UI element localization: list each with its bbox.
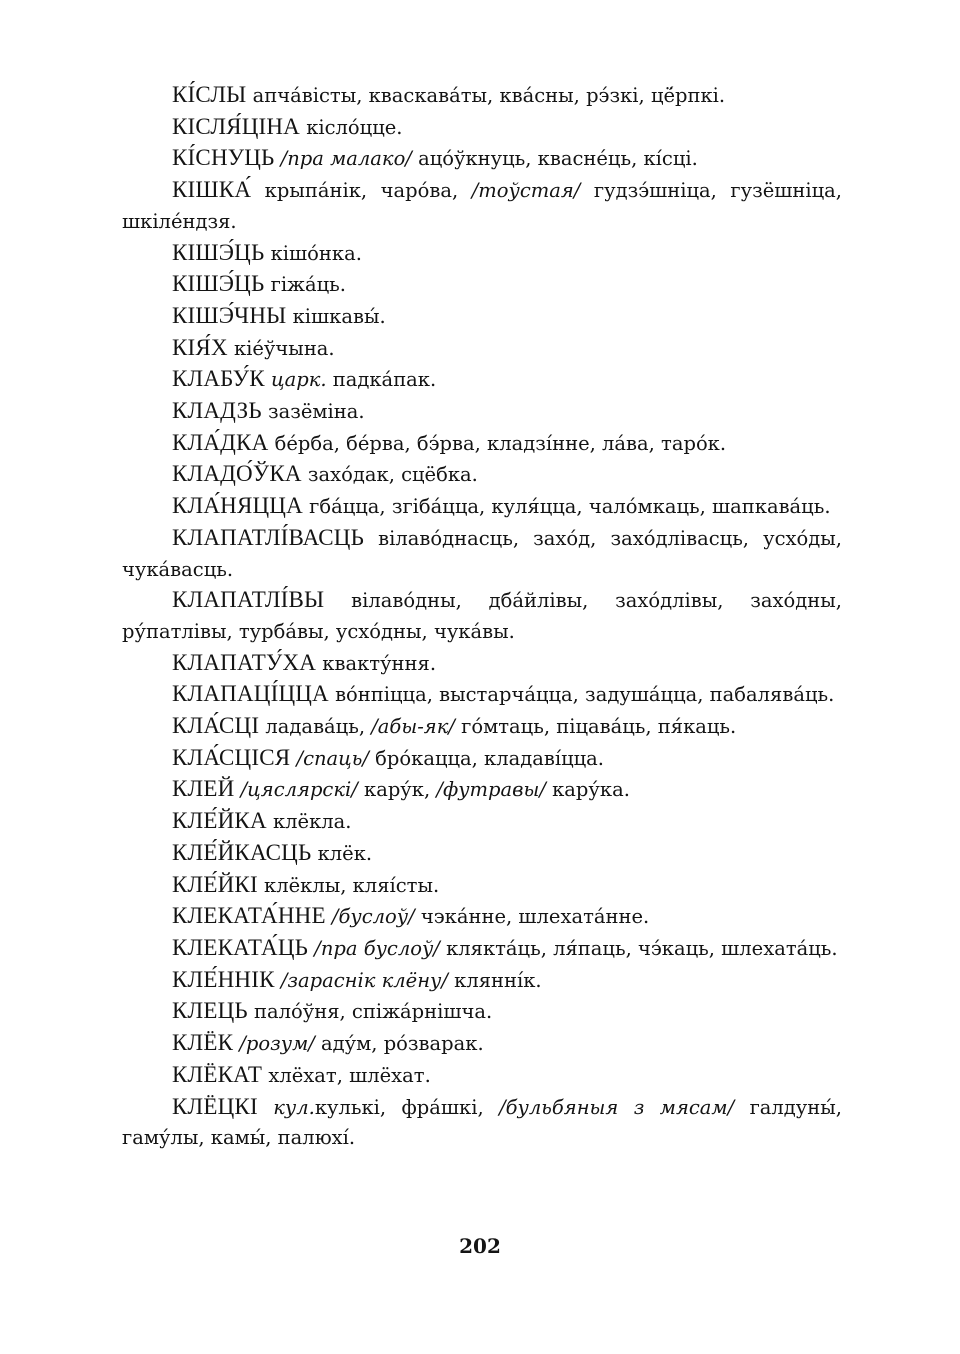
usage-label: /тоўстая/ [471, 179, 581, 203]
headword: КІЯ́Х [172, 334, 228, 360]
synonyms: апча́вісты, кваскава́ты, ква́сны, рэ́зкі, цё́рпкі. [246, 84, 726, 107]
usage-label: /зараснік клёну/ [280, 968, 448, 992]
headword: КЛЕКАТА́ННЕ [172, 903, 326, 929]
synonyms: клякта́ць, ля́паць, чэ́каць, шлехата́ць. [439, 936, 838, 960]
synonyms: крыпа́нік, чаро́ва, [251, 179, 472, 203]
dictionary-entry [122, 965, 842, 997]
headword: КЛЕЙ [172, 776, 235, 802]
synonyms: бро́кацца, кладаві́цца. [368, 746, 604, 770]
headword: КЛАБУ́К [172, 366, 265, 392]
synonyms [258, 1096, 273, 1119]
headword: КІШЭ́ЧНЫ [172, 302, 287, 328]
dictionary-entry [122, 523, 842, 585]
usage-label: /цяслярскі/ [240, 778, 358, 802]
dictionary-entry [122, 238, 842, 270]
dictionary-entry [122, 870, 842, 902]
headword: КЛАПАТЛІ́ВЫ [172, 587, 325, 613]
headword: КЛА́СЦІСЯ [172, 744, 291, 770]
synonyms: вілаво́дны, дба́йлівы, захо́длівы, захо́дны, ру́патлівы, турба́вы, усхо́дны, чука́вы. [122, 589, 842, 643]
synonyms: падка́пак. [326, 368, 437, 392]
dictionary-entry [122, 269, 842, 301]
dictionary-entry [122, 459, 842, 491]
headword: КЛЕ́ЙКА [172, 808, 267, 834]
synonyms: клёкла. [266, 810, 352, 834]
usage-label: /бульбяныя з мясам/ [499, 1095, 735, 1119]
headword: КЛАПАТЛІ́ВАСЦЬ [172, 524, 365, 550]
synonyms: кішкавы́. [286, 304, 386, 328]
usage-label: /розум/ [239, 1032, 315, 1056]
dictionary-entry [122, 996, 842, 1028]
dictionary-entry [122, 396, 842, 428]
headword: КЛЕ́ЙКІ [172, 871, 258, 897]
synonyms: во́нпіцца, выстарча́цца, задуша́цца, пабалява́ць. [328, 683, 835, 707]
synonyms: кулькі, фра́шкі, [314, 1095, 500, 1119]
headword: КЛАПАТУ́ХА [172, 649, 317, 675]
dictionary-entry [122, 364, 842, 396]
dictionary-entry [122, 774, 842, 806]
dictionary-entry [122, 933, 842, 965]
synonyms: кляннíк. [447, 968, 542, 992]
headword: КЛАДО́ЎКА [172, 461, 302, 487]
usage-label: /абы-як/ [371, 715, 455, 739]
dictionary-entry [122, 585, 842, 647]
usage-label: /буслоў/ [331, 905, 415, 929]
headword: КЛЁКАТ [172, 1061, 263, 1087]
dictionary-entry [122, 806, 842, 838]
usage-label: /футравы/ [436, 778, 546, 802]
dictionary-entry [122, 333, 842, 365]
synonyms: клёк. [311, 841, 373, 865]
usage-label: /пра буслоў/ [314, 936, 440, 960]
synonyms: хлёхат, шлёхат. [262, 1063, 431, 1087]
dictionary-entry [122, 491, 842, 523]
headword: КЛЁЦКІ [172, 1093, 258, 1119]
headword: КІСЛЯ́ЦІНА [172, 113, 300, 139]
dictionary-page [122, 80, 842, 1154]
dictionary-entry [122, 679, 842, 711]
synonyms: кішо́нка. [264, 241, 362, 265]
dictionary-entry [122, 301, 842, 333]
dictionary-entry [122, 1028, 842, 1060]
dictionary-entry [122, 1092, 842, 1154]
synonyms: кіе́ўчына. [227, 336, 335, 360]
headword: КЛЕ́ННІК [172, 966, 275, 992]
dictionary-entry [122, 648, 842, 680]
headword: КЛЕЦЬ [172, 998, 248, 1024]
dictionary-entry [122, 428, 842, 460]
headword: КЛЁК [172, 1030, 234, 1056]
synonyms: клёклы, кляі́сты. [257, 873, 440, 897]
synonyms: пало́ўня, спіжа́рнішча. [247, 1000, 493, 1024]
dictionary-entry [122, 80, 842, 112]
synonyms: вілаво́днасць, захо́д, захо́длівасць, усхо́ды, чука́васць. [122, 526, 842, 581]
synonyms: кісло́цце. [300, 115, 403, 139]
dictionary-entry [122, 1060, 842, 1092]
headword: КІШЭ́ЦЬ [172, 239, 265, 265]
usage-label: кул. [273, 1095, 315, 1119]
usage-label: /пра малако/ [280, 147, 412, 171]
dictionary-entry [122, 143, 842, 175]
headword: КЛА́СЦІ [172, 713, 260, 739]
dictionary-entry [122, 175, 842, 237]
headword: КІ́СНУЦЬ [172, 145, 275, 171]
synonyms: аду́м, ро́зварак. [314, 1032, 484, 1056]
dictionary-entry [122, 743, 842, 775]
headword: КІШЭ́ЦЬ [172, 271, 265, 297]
synonyms: кару́к, [357, 778, 437, 802]
headword: КЛА́ДКА [172, 429, 269, 455]
headword: КЛЕКАТА́ЦЬ [172, 934, 309, 960]
headword: КЛАДЗЬ [172, 398, 262, 424]
dictionary-entry [122, 112, 842, 144]
synonyms: чэка́нне, шлехата́нне. [414, 905, 650, 929]
headword: КЛА́НЯЦЦА [172, 493, 303, 519]
headword: КІ́СЛЫ [172, 82, 247, 107]
page-number: 202 [459, 1234, 501, 1258]
synonyms: ацо́ўкнуць, кваснéць, кі́сці. [411, 147, 698, 171]
synonyms: зазёміна. [261, 400, 365, 424]
headword: КЛАПАЦІ́ЦЦА [172, 681, 329, 707]
usage-label: царк. [270, 368, 327, 392]
synonyms: гіжа́ць. [264, 273, 346, 297]
dictionary-entry [122, 838, 842, 870]
synonyms: захо́дак, сцёбка. [301, 463, 478, 487]
headword: КЛЕ́ЙКАСЦЬ [172, 839, 312, 865]
usage-label: /спаць/ [296, 746, 369, 770]
synonyms: галдуны́, гаму́лы, камы́, палюхі́. [122, 1095, 842, 1150]
dictionary-entry [122, 711, 842, 743]
synonyms: гба́цца, згіба́цца, куля́цца, чало́мкаць, шапкава́ць. [302, 495, 831, 519]
synonyms: квакту́ння. [316, 651, 437, 675]
synonyms: бе́рба, бе́рва, бэ́рва, кладзі́нне, ла́ва, таро́к. [268, 431, 727, 455]
synonyms: го́мтаць, піцава́ць, пя́каць. [454, 715, 737, 739]
synonyms: гудзэ́шніца, гузёшніца, шкіле́ндзя. [122, 179, 843, 233]
dictionary-entry [122, 901, 842, 933]
synonyms: кару́ка. [545, 778, 630, 802]
headword: КІШКА́ [172, 177, 252, 203]
synonyms: ладава́ць, [259, 715, 372, 739]
